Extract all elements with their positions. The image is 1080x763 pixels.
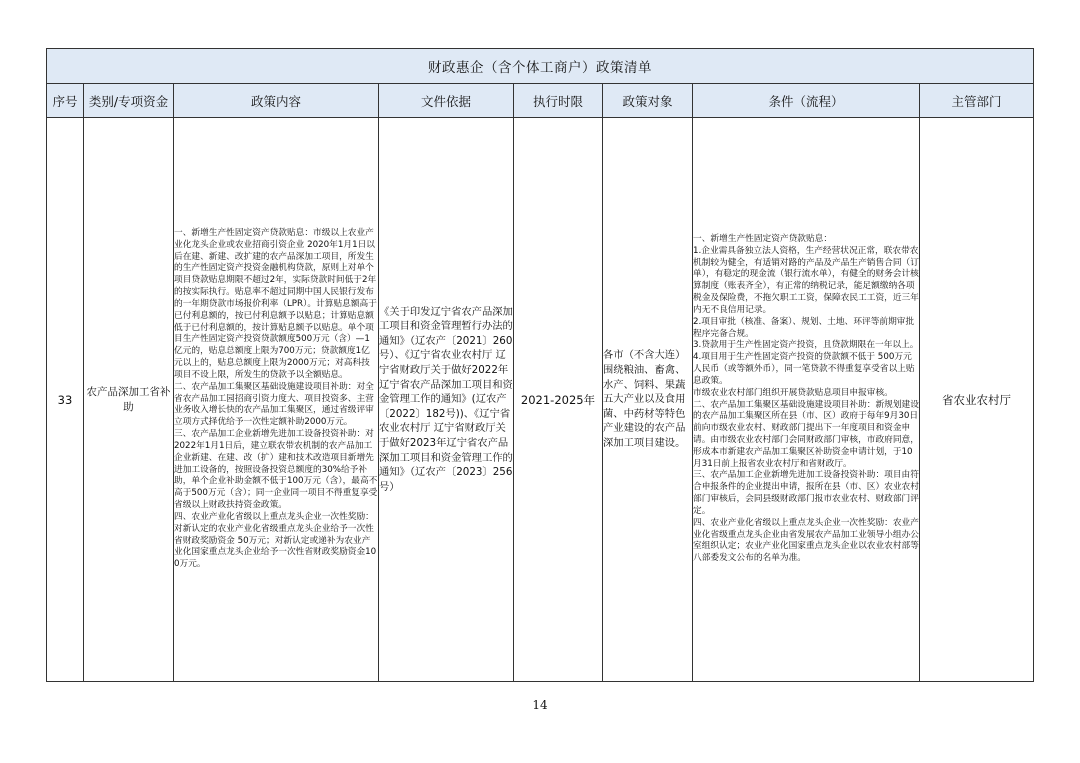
table-row	[47, 118, 1034, 682]
header-category: 类别/专项资金	[84, 84, 174, 118]
row-department: 省农业农村厅	[920, 118, 1034, 682]
header-conditions: 条件（流程）	[693, 84, 920, 118]
row-conditions: 一、新增生产性固定资产贷款贴息： 1.企业需具备独立法人资格，生产经营状况正常，联农带农机制较为健全，有适销对路的产品及产品生产销售合同（订单），有稳定的现金流（银行流水单），有健全的财务会计核算制度（账表齐全），有正常的纳税记录，能足额缴纳各项税金及保险费，不拖欠职工工资，保障农民工工资，近三年内无不良信用记录。 2.项目审批（核准、备案）、规划、土地、环评等前期审批程序完备合规。 3.贷款用于生产性固定资产投资，且贷款期限在一年以上。 4.项目用于生产性固定资产投资的贷款额不低于 500万元人民币（或等额外币），同一笔贷款不得重复享受省以上贴息政策。 市级农业农村部门组织开展贷款贴息项目申报审核。 二、农产品加工集聚区基础设施建设项目补助：新规划建设的农产品加工集聚区所在县（市、区）政府于每年9月30日前向市级农业农村、财政部门提出下一年度项目和资金申请。由市级农业农村部门会同财政部门审核，市政府同意，形成本市新建农产品加工集聚区补助资金申请计划，于10月31日前上报省农业农村厅和省财政厅。 三、农产品加工企业新增先进加工设备投资补助：项目由符合申报条件的企业提出申请，报所在县（市、区）农业农村部门审核后，会同县级财政部门报市农业农村、财政部门评定。 四、农业产业化省级以上重点龙头企业一次性奖励：农业产业化省级重点龙头企业由省发展农产品加工业领导小组办公室组织认定；农业产业化国家重点龙头企业以农业农村部等八部委发文公布的名单为准。	[693, 118, 920, 682]
row-content: 一、新增生产性固定资产贷款贴息：市级以上农业产业化龙头企业或农业招商引资企业 2020年1月1日以后在建、新建、改扩建的农产品深加工项目，所发生的生产性固定资产投资金融机构贷款，原则上对单个项目贷款贴息期限不超过2年，实际贷款时间低于2年的按实际执行。贴息率不超过同期中国人民银行发布的一年期贷款市场报价利率（LPR）。计算贴息额高于已付利息额的，按已付利息额予以贴息；计算贴息额低于已付利息额的，按计算贴息额予以贴息。单个项目生产性固定资产投资贷款额度500万元（含）—1亿元的，贴息总额度上限为700万元；贷款额度1亿元以上的，贴息总额度上限为2000万元；对高科技项目不设上限，所发生的贷款予以全额贴息。 二、农产品加工集聚区基础设施建设项目补助：对全省农产品加工园招商引资力度大、项目投资多、主营业务收入增长快的农产品加工集聚区，通过省级评审立项方式择优给予一次性定额补助2000万元。 三、农产品加工企业新增先进加工设备投资补助：对2022年1月1日后，建立联农带农机制的农产品加工企业新建、在建、改（扩）建和技术改造项目新增先进加工设备的，按照设备投资总额度的30%给予补助，单个企业补助金额不低于100万元（含），最高不高于500万元（含）；同一企业同一项目不得重复享受省级以上财政扶持资金政策。 四、农业产业化省级以上重点龙头企业一次性奖励：对新认定的农业产业化省级重点龙头企业给予一次性省财政奖励资金 50万元；对新认定或递补为农业产业化国家重点龙头企业给予一次性省财政奖励资金100万元。	[174, 118, 379, 682]
header-period: 执行时限	[514, 84, 603, 118]
row-category: 农产品深加工省补助	[84, 118, 174, 682]
header-index: 序号	[47, 84, 84, 118]
row-index: 33	[47, 118, 84, 682]
header-target: 政策对象	[603, 84, 693, 118]
table-title: 财政惠企（含个体工商户）政策清单	[47, 49, 1034, 84]
page-number: 14	[532, 698, 548, 712]
table-header-row	[47, 84, 1034, 118]
row-period: 2021-2025年	[514, 118, 603, 682]
header-department: 主管部门	[920, 84, 1034, 118]
header-content: 政策内容	[174, 84, 379, 118]
row-target: 各市（不含大连）围绕粮油、畜禽、水产、饲料、果蔬五大产业以及食用菌、中药材等特色产业建设的农产品深加工项目建设。	[603, 118, 693, 682]
row-basis: 《关于印发辽宁省农产品深加工项目和资金管理暂行办法的通知》（辽农产〔2021〕260号）、《辽宁省农业农村厅 辽宁省财政厅关于做好2022年辽宁省农产品深加工项目和资金管理工作的通知》(辽农产〔2022〕182号))、《辽宁省农业农村厅 辽宁省财政厅关于做好2023年辽宁省农产品深加工项目和资金管理工作的通知》（辽农产〔2023〕256号）	[379, 118, 514, 682]
policy-table	[46, 48, 1034, 682]
header-basis: 文件依据	[379, 84, 514, 118]
